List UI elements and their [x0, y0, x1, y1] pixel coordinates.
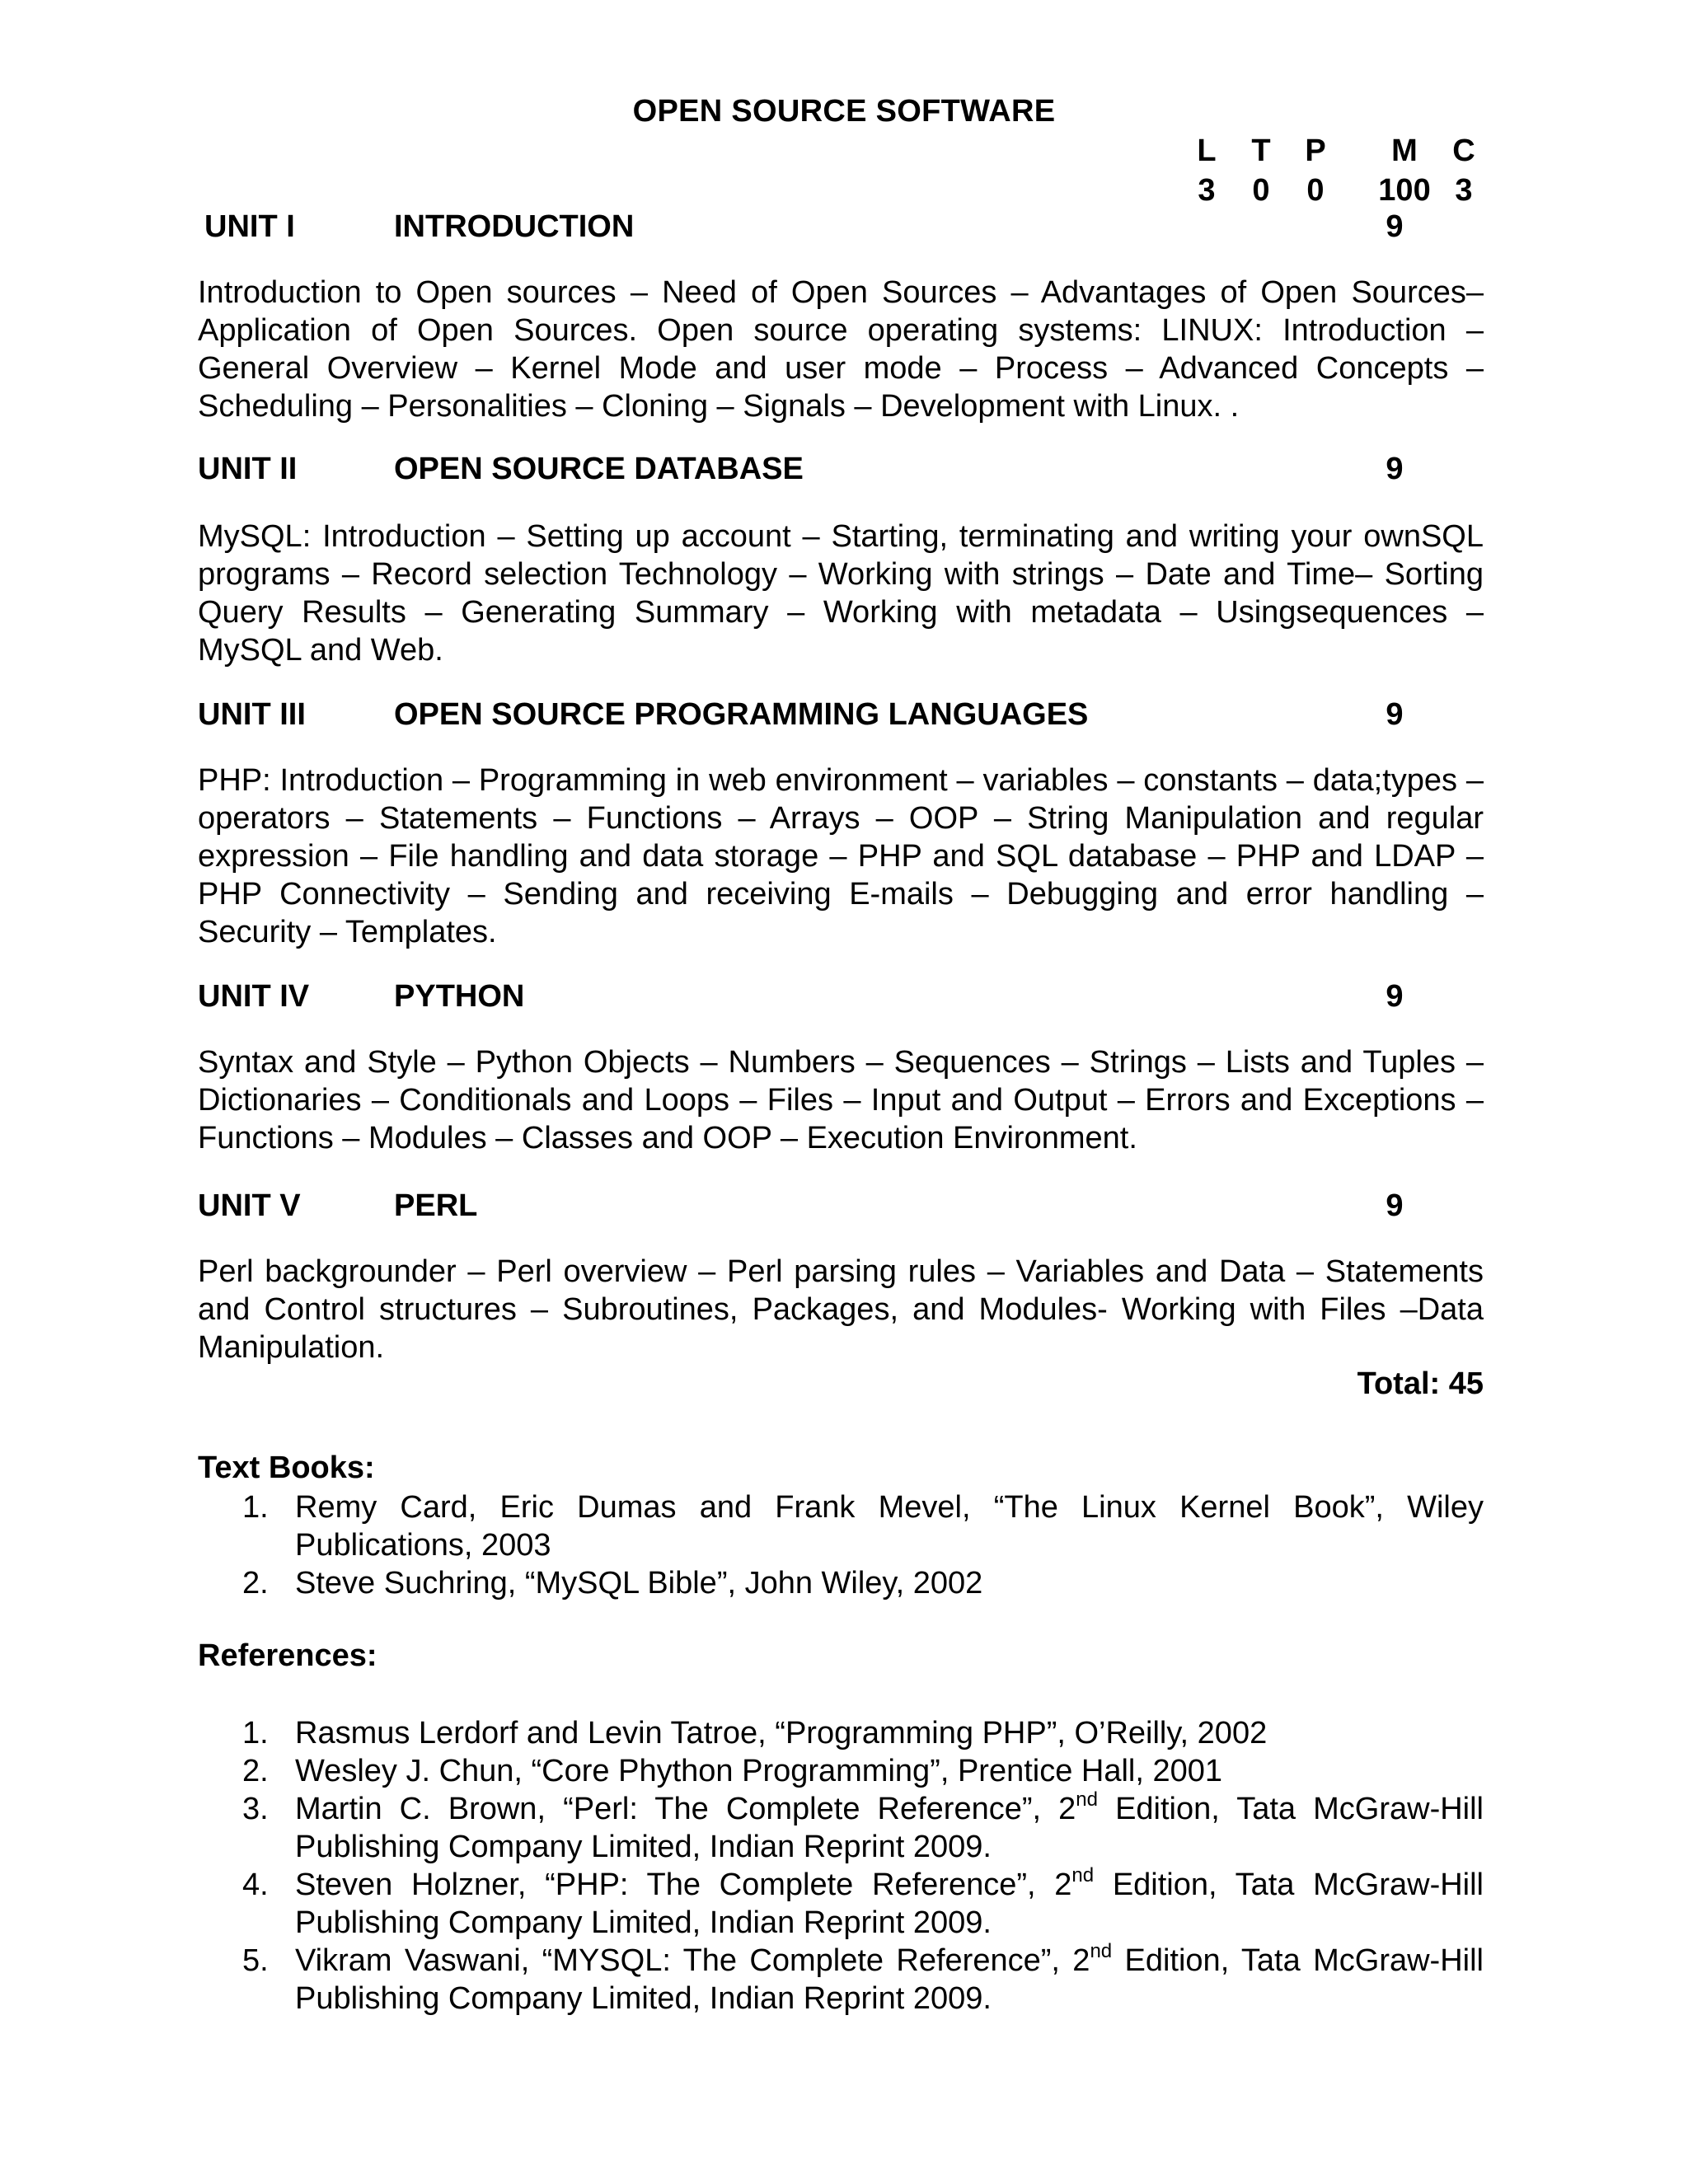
item-number: 1. [242, 1716, 269, 1750]
unit-3-content: PHP: Introduction – Programming in web environment – variables – constants – data;types – operators – Statements – Functions – Arrays – OOP – String Manipulation and regular expression – File handling and data storage – PHP and SQL database – PHP and LDAP – PHP Connectivity – Sending and receiving E-mails – Debugging and error handling – Security – Templates. [198, 763, 1484, 949]
item-text-end: Edition, Tata McGraw-Hill Publishing Company Limited, Indian Reprint 2009. [295, 1943, 1484, 2016]
credits-value-t: 0 [1252, 173, 1270, 208]
unit-2-content: MySQL: Introduction – Setting up account – Starting, terminating and writing your ownSQL programs – Record selection Technology – Working with strings – Date and Time– Sorting Query Results – Generating Summary – Working with metadata – Usingsequences – MySQL and Web. [198, 519, 1484, 668]
unit-name: INTRODUCTION [394, 209, 635, 244]
item-number: 2. [242, 1754, 269, 1788]
list-item [198, 1942, 1484, 2018]
unit-5-content: Perl backgrounder – Perl overview – Perl parsing rules – Variables and Data – Statements and Control structures – Subroutines, Packages, and Modules- Working with Files –Data Manipulation. [198, 1254, 1484, 1365]
superscript: nd [1076, 1788, 1098, 1811]
unit-hours: 9 [1386, 979, 1404, 1014]
item-text-start: Vikram Vaswani, “MYSQL: The Complete Reference”, 2 [295, 1943, 1090, 1978]
credits-value-m: 100 [1378, 173, 1431, 208]
credits-header-c: C [1452, 134, 1475, 168]
list-item [198, 1488, 1484, 1564]
unit-number: UNIT III [198, 697, 306, 732]
page-title: OPEN SOURCE SOFTWARE [632, 94, 1056, 129]
unit-4-heading [198, 979, 1484, 1020]
unit-1-content: Introduction to Open sources – Need of Open Sources – Advantages of Open Sources– Application of Open Sources. Open source operating systems: LINUX: Introduction – General Overview – Kernel Mode and user mode – Process – Advanced Concepts – Scheduling – Personalities – Cloning – Signals – Development with Linux. . [198, 275, 1484, 424]
list-item [198, 1752, 1484, 1790]
item-number: 1. [242, 1490, 269, 1525]
credits-header-l: L [1197, 134, 1217, 168]
unit-2-heading [198, 452, 1484, 493]
unit-hours: 9 [1386, 697, 1404, 732]
superscript: nd [1090, 1940, 1113, 1962]
item-number: 5. [242, 1943, 269, 1978]
list-item [198, 1714, 1484, 1752]
unit-number: UNIT V [198, 1188, 301, 1223]
item-text-start: Martin C. Brown, “Perl: The Complete Reference”, 2 [295, 1792, 1076, 1826]
unit-5-heading [198, 1188, 1484, 1230]
item-text: Remy Card, Eric Dumas and Frank Mevel, “The Linux Kernel Book”, Wiley Publications, 2003 [295, 1490, 1484, 1563]
references-heading: References: [198, 1638, 377, 1673]
superscript: nd [1071, 1864, 1095, 1886]
list-item [198, 1790, 1484, 1866]
item-text: Steve Suchring, “MySQL Bible”, John Wiley, 2002 [295, 1566, 983, 1601]
unit-1-heading [198, 209, 1484, 251]
total-hours: Total: 45 [1357, 1366, 1484, 1401]
unit-number: UNIT IV [198, 979, 310, 1014]
credits-table [1137, 134, 1484, 213]
item-text-end: Edition, Tata McGraw-Hill Publishing Company Limited, Indian Reprint 2009. [295, 1868, 1484, 1940]
text-books-heading: Text Books: [198, 1451, 375, 1485]
unit-number: UNIT I [204, 209, 295, 244]
credits-header-p: P [1305, 134, 1326, 168]
item-text-end: Edition, Tata McGraw-Hill Publishing Company Limited, Indian Reprint 2009. [295, 1792, 1484, 1864]
unit-name: OPEN SOURCE DATABASE [394, 452, 804, 486]
item-text: Rasmus Lerdorf and Levin Tatroe, “Programming PHP”, O’Reilly, 2002 [295, 1716, 1268, 1750]
unit-name: OPEN SOURCE PROGRAMMING LANGUAGES [394, 697, 1089, 732]
unit-hours: 9 [1386, 1188, 1404, 1223]
unit-name: PYTHON [394, 979, 525, 1014]
credits-value-c: 3 [1455, 173, 1473, 208]
credits-value-row [1137, 173, 1484, 213]
credits-header-m: M [1391, 134, 1418, 168]
item-number: 3. [242, 1792, 269, 1826]
text-books-list [198, 1488, 1484, 1602]
item-text-start: Steven Holzner, “PHP: The Complete Reference”, 2 [295, 1868, 1072, 1902]
credits-header-row [1137, 134, 1484, 173]
unit-4-content: Syntax and Style – Python Objects – Numbers – Sequences – Strings – Lists and Tuples – Dictionaries – Conditionals and Loops – Files – Input and Output – Errors and Exceptions – Functions – Modules – Classes and OOP – Execution Environment. [198, 1045, 1484, 1155]
item-number: 2. [242, 1566, 269, 1601]
unit-hours: 9 [1386, 452, 1404, 486]
list-item [198, 1564, 1484, 1602]
item-text: Wesley J. Chun, “Core Phython Programming”, Prentice Hall, 2001 [295, 1754, 1223, 1788]
unit-name: PERL [394, 1188, 478, 1223]
credits-value-p: 0 [1306, 173, 1325, 208]
credits-value-l: 3 [1198, 173, 1216, 208]
list-item [198, 1866, 1484, 1942]
unit-hours: 9 [1386, 209, 1404, 244]
unit-number: UNIT II [198, 452, 298, 486]
item-number: 4. [242, 1868, 269, 1902]
references-list [198, 1714, 1484, 2018]
unit-3-heading [198, 697, 1484, 738]
credits-header-t: T [1251, 134, 1271, 168]
